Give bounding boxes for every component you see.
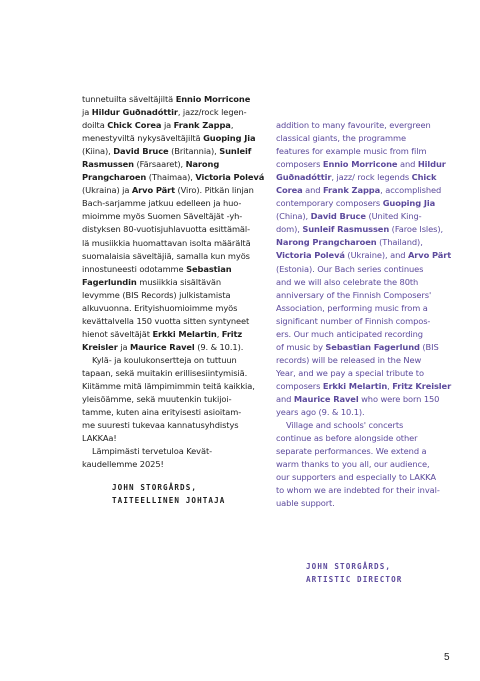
finnish-name-highlight: Frank Zappa: [173, 120, 231, 131]
english-text-line: [276, 223, 454, 236]
english-text-run: (BIS: [419, 341, 439, 352]
english-text-run: and: [276, 393, 294, 404]
finnish-text-run: yleisöämme, sekä muutenkin tukijoi-: [82, 394, 232, 405]
english-text-line: [276, 302, 454, 315]
english-text-run: classical giants, the programme: [276, 133, 407, 144]
finnish-text-line: [82, 132, 270, 145]
english-text-line: [276, 249, 454, 262]
english-name-highlight: Victoria Polevá: [276, 250, 345, 261]
finnish-text-run: suomalaisia säveltäjiä, samalla kun myös: [82, 250, 250, 261]
english-text-line: [276, 145, 454, 158]
english-text-run: and we will also celebrate the 80th: [276, 276, 419, 287]
english-text-line: [276, 419, 454, 432]
english-text-line: [276, 406, 454, 419]
finnish-text-line: [82, 289, 270, 302]
english-name-highlight: Sebastian Fagerlund: [325, 341, 420, 352]
finnish-text-run: ja: [161, 120, 174, 131]
finnish-text-column: [82, 93, 270, 471]
english-text-run: uable support.: [276, 498, 335, 509]
finnish-text-run: me suuresti tukevaa kannatusyhdistys: [82, 420, 239, 431]
english-text-run: who were born 150: [358, 393, 440, 404]
english-text-run: (Thailand),: [376, 237, 423, 248]
english-text-line: [276, 354, 454, 367]
finnish-text-line: [82, 210, 270, 223]
finnish-text-line: [82, 393, 270, 406]
english-text-run: and: [397, 159, 418, 170]
finnish-name-highlight: Chick Corea: [107, 120, 162, 131]
english-text-run: and: [302, 185, 323, 196]
finnish-text-run: ,: [216, 328, 222, 339]
finnish-text-run: (9. & 10.1).: [194, 341, 244, 352]
english-text-line: [276, 367, 454, 380]
english-text-run: features for example music from film: [276, 146, 427, 157]
english-text-run: addition to many favourite, evergreen: [276, 120, 431, 130]
finnish-text-line: [82, 341, 270, 354]
english-text-run: years ago (9. & 10.1).: [276, 407, 365, 418]
english-text-run: (United King-: [365, 211, 422, 222]
english-text-run: significant number of Finnish compos-: [276, 315, 431, 326]
finnish-signature-title: TAITEELLINEN JOHTAJA: [112, 496, 226, 505]
english-name-highlight: Arvo Pärt: [407, 250, 452, 261]
finnish-name-highlight: Fritz: [221, 328, 243, 339]
finnish-text-run: doilta: [82, 120, 108, 131]
finnish-name-highlight: Rasmussen: [82, 159, 134, 170]
finnish-text-line: [82, 315, 270, 328]
english-text-line: [276, 393, 454, 406]
english-text-column: [276, 119, 454, 510]
english-text-run: ers. Our much anticipated recording: [276, 328, 423, 339]
english-signature-name: JOHN STORGÅRDS,: [306, 562, 392, 571]
finnish-text-line: [82, 354, 270, 367]
english-text-run: ,: [387, 380, 393, 391]
finnish-text-line: [82, 445, 270, 458]
finnish-text-run: musiikkia sisältävän: [136, 276, 222, 287]
finnish-text-run: (Britannia),: [168, 146, 220, 157]
english-text-run: composers: [276, 159, 323, 170]
english-text-line: [276, 341, 454, 354]
english-signature-title: ARTISTIC DIRECTOR: [306, 575, 403, 584]
english-name-highlight: David Bruce: [310, 211, 366, 222]
finnish-name-highlight: Fagerlundin: [82, 276, 137, 287]
english-text-line: [276, 119, 454, 132]
english-text-line: [276, 132, 454, 145]
english-name-highlight: Chick: [411, 172, 437, 183]
finnish-text-run: distyksen 80-vuotisjuhlavuotta esittämäl-: [82, 224, 251, 235]
finnish-name-highlight: Victoria Polevá: [195, 172, 265, 183]
english-text-line: [276, 289, 454, 302]
finnish-name-highlight: David Bruce: [113, 146, 169, 157]
finnish-text-run: Kylä- ja koulukonsertteja on tuttuun: [92, 354, 237, 365]
finnish-name-highlight: Sebastian: [186, 263, 232, 274]
finnish-text-run: LAKKAa!: [82, 433, 117, 444]
english-text-line: [276, 236, 454, 249]
finnish-text-line: [82, 158, 270, 171]
finnish-text-run: lä musiikkia huomattavan isolta määrältä: [82, 237, 251, 248]
english-name-highlight: Maurice Ravel: [293, 393, 359, 404]
page-number: 5: [444, 652, 450, 663]
finnish-text-run: ja: [117, 341, 130, 352]
english-text-line: [276, 445, 454, 458]
english-text-run: of music by: [276, 341, 326, 352]
english-text-line: [276, 380, 454, 393]
english-text-line: [276, 484, 454, 497]
english-text-run: (Estonia). Our Bach series continues: [276, 263, 424, 274]
english-text-run: Village and schools' concerts: [286, 420, 404, 431]
finnish-name-highlight: Narong: [185, 159, 220, 170]
english-signature: [306, 560, 402, 586]
finnish-text-run: Bach-sarjamme jatkuu edelleen ja huo-: [82, 198, 242, 209]
english-text-run: Association, performing music from a: [276, 302, 428, 313]
finnish-text-run: innostuneesti odotamme: [82, 263, 187, 274]
finnish-name-highlight: Sunleif: [219, 146, 252, 157]
english-text-run: contemporary composers: [276, 198, 383, 209]
finnish-name-highlight: Prangcharoen: [82, 172, 147, 183]
english-text-line: [276, 263, 454, 276]
english-text-run: composers: [276, 380, 323, 391]
finnish-text-run: (Viro). Pitkän linjan: [174, 185, 254, 196]
finnish-text-line: [82, 184, 270, 197]
finnish-text-run: kevättalvella 150 vuotta sitten syntyneet: [82, 315, 250, 326]
english-name-highlight: Guðnadóttir: [276, 172, 332, 183]
finnish-text-run: (Thaimaa),: [146, 172, 196, 183]
english-name-highlight: Erkki Melartin: [322, 380, 388, 391]
english-name-highlight: Fritz Kreisler: [392, 380, 452, 391]
finnish-text-run: tunnetuilta säveltäjiltä: [82, 94, 176, 104]
finnish-text-line: [82, 119, 270, 132]
finnish-text-run: (Färsaaret),: [134, 159, 186, 170]
finnish-text-run: (Kiina),: [82, 146, 114, 157]
english-name-highlight: Sunleif Rasmussen: [302, 224, 390, 235]
english-text-run: separate performances. We extend a: [276, 446, 427, 457]
english-text-line: [276, 210, 454, 223]
finnish-text-line: [82, 419, 270, 432]
english-text-run: records) will be released in the New: [276, 354, 422, 365]
english-text-line: [276, 184, 454, 197]
finnish-text-run: alkuvuonna. Erityishuomioimme myös: [82, 302, 238, 313]
english-text-run: anniversary of the Finnish Composers': [276, 289, 432, 300]
finnish-name-highlight: Guoping Jia: [203, 133, 256, 144]
finnish-text-run: ja: [82, 107, 92, 118]
english-text-line: [276, 432, 454, 445]
finnish-text-line: [82, 237, 270, 250]
english-text-run: Year, and we pay a special tribute to: [276, 367, 424, 378]
finnish-name-highlight: Hildur Guðnadóttir: [91, 107, 178, 118]
english-text-run: continue as before alongside other: [276, 433, 418, 444]
finnish-text-run: Kiitämme mitä lämpimimmin teitä kaikkia,: [82, 381, 255, 392]
finnish-text-line: [82, 367, 270, 380]
finnish-text-line: [82, 171, 270, 184]
english-text-run: dom),: [276, 224, 303, 235]
english-text-line: [276, 158, 454, 171]
english-text-line: [276, 328, 454, 341]
finnish-signature: [112, 481, 225, 507]
english-text-run: our supporters and especially to LAKKA: [276, 472, 436, 483]
finnish-text-line: [82, 458, 270, 471]
english-name-highlight: Narong Prangcharoen: [276, 237, 377, 248]
finnish-text-line: [82, 302, 270, 315]
finnish-text-line: [82, 250, 270, 263]
finnish-name-highlight: Erkki Melartin: [152, 328, 217, 339]
finnish-text-line: [82, 93, 270, 106]
english-text-run: , jazz/ rock legends: [331, 172, 412, 183]
finnish-text-run: tapaan, sekä muitakin erillisesiintymisiä.: [82, 367, 248, 378]
finnish-name-highlight: Maurice Ravel: [129, 341, 195, 352]
english-text-run: (China),: [276, 211, 311, 222]
english-text-line: [276, 197, 454, 210]
finnish-text-line: [82, 406, 270, 419]
finnish-text-run: ,: [230, 120, 234, 131]
finnish-name-highlight: Arvo Pärt: [131, 185, 175, 196]
finnish-text-line: [82, 276, 270, 289]
finnish-text-run: levymme (BIS Records) julkistamista: [82, 289, 231, 300]
finnish-text-line: [82, 328, 270, 341]
finnish-name-highlight: Ennio Morricone: [175, 94, 251, 104]
finnish-name-highlight: Kreisler: [82, 341, 118, 352]
finnish-text-run: menestyviltä nykysäveltäjiltä: [82, 133, 204, 144]
english-name-highlight: Ennio Morricone: [322, 159, 398, 170]
english-text-line: [276, 276, 454, 289]
finnish-text-run: tamme, kuten aina erityisesti asioitam-: [82, 407, 242, 418]
finnish-text-run: Lämpimästi tervetuloa Kevät-: [92, 446, 213, 457]
english-text-line: [276, 458, 454, 471]
finnish-text-line: [82, 432, 270, 445]
english-name-highlight: Frank Zappa: [323, 185, 381, 196]
english-name-highlight: Corea: [276, 185, 303, 196]
english-name-highlight: Guoping Jia: [382, 198, 436, 209]
english-text-line: [276, 497, 454, 510]
finnish-text-line: [82, 106, 270, 119]
finnish-text-line: [82, 197, 270, 210]
finnish-text-run: (Ukraina) ja: [82, 185, 132, 196]
english-text-line: [276, 315, 454, 328]
english-text-run: (Faroe Isles),: [389, 224, 444, 235]
english-text-run: to whom we are indebted for their inval-: [276, 485, 440, 496]
finnish-text-run: kaudellemme 2025!: [82, 459, 164, 470]
finnish-text-run: mioimme myös Suomen Säveltäjät -yh-: [82, 211, 243, 222]
finnish-text-line: [82, 223, 270, 236]
english-text-line: [276, 471, 454, 484]
finnish-text-run: hienot säveltäjät: [82, 328, 153, 339]
english-text-run: warm thanks to you all, our audience,: [276, 459, 430, 470]
finnish-text-line: [82, 380, 270, 393]
finnish-text-run: , jazz/rock legen-: [177, 107, 247, 118]
finnish-text-line: [82, 145, 270, 158]
english-text-run: (Ukraine), and: [344, 250, 408, 261]
english-name-highlight: Hildur: [417, 159, 446, 170]
finnish-signature-name: JOHN STORGÅRDS,: [112, 483, 198, 492]
finnish-text-line: [82, 263, 270, 276]
english-text-run: , accomplished: [380, 185, 442, 196]
english-text-line: [276, 171, 454, 184]
